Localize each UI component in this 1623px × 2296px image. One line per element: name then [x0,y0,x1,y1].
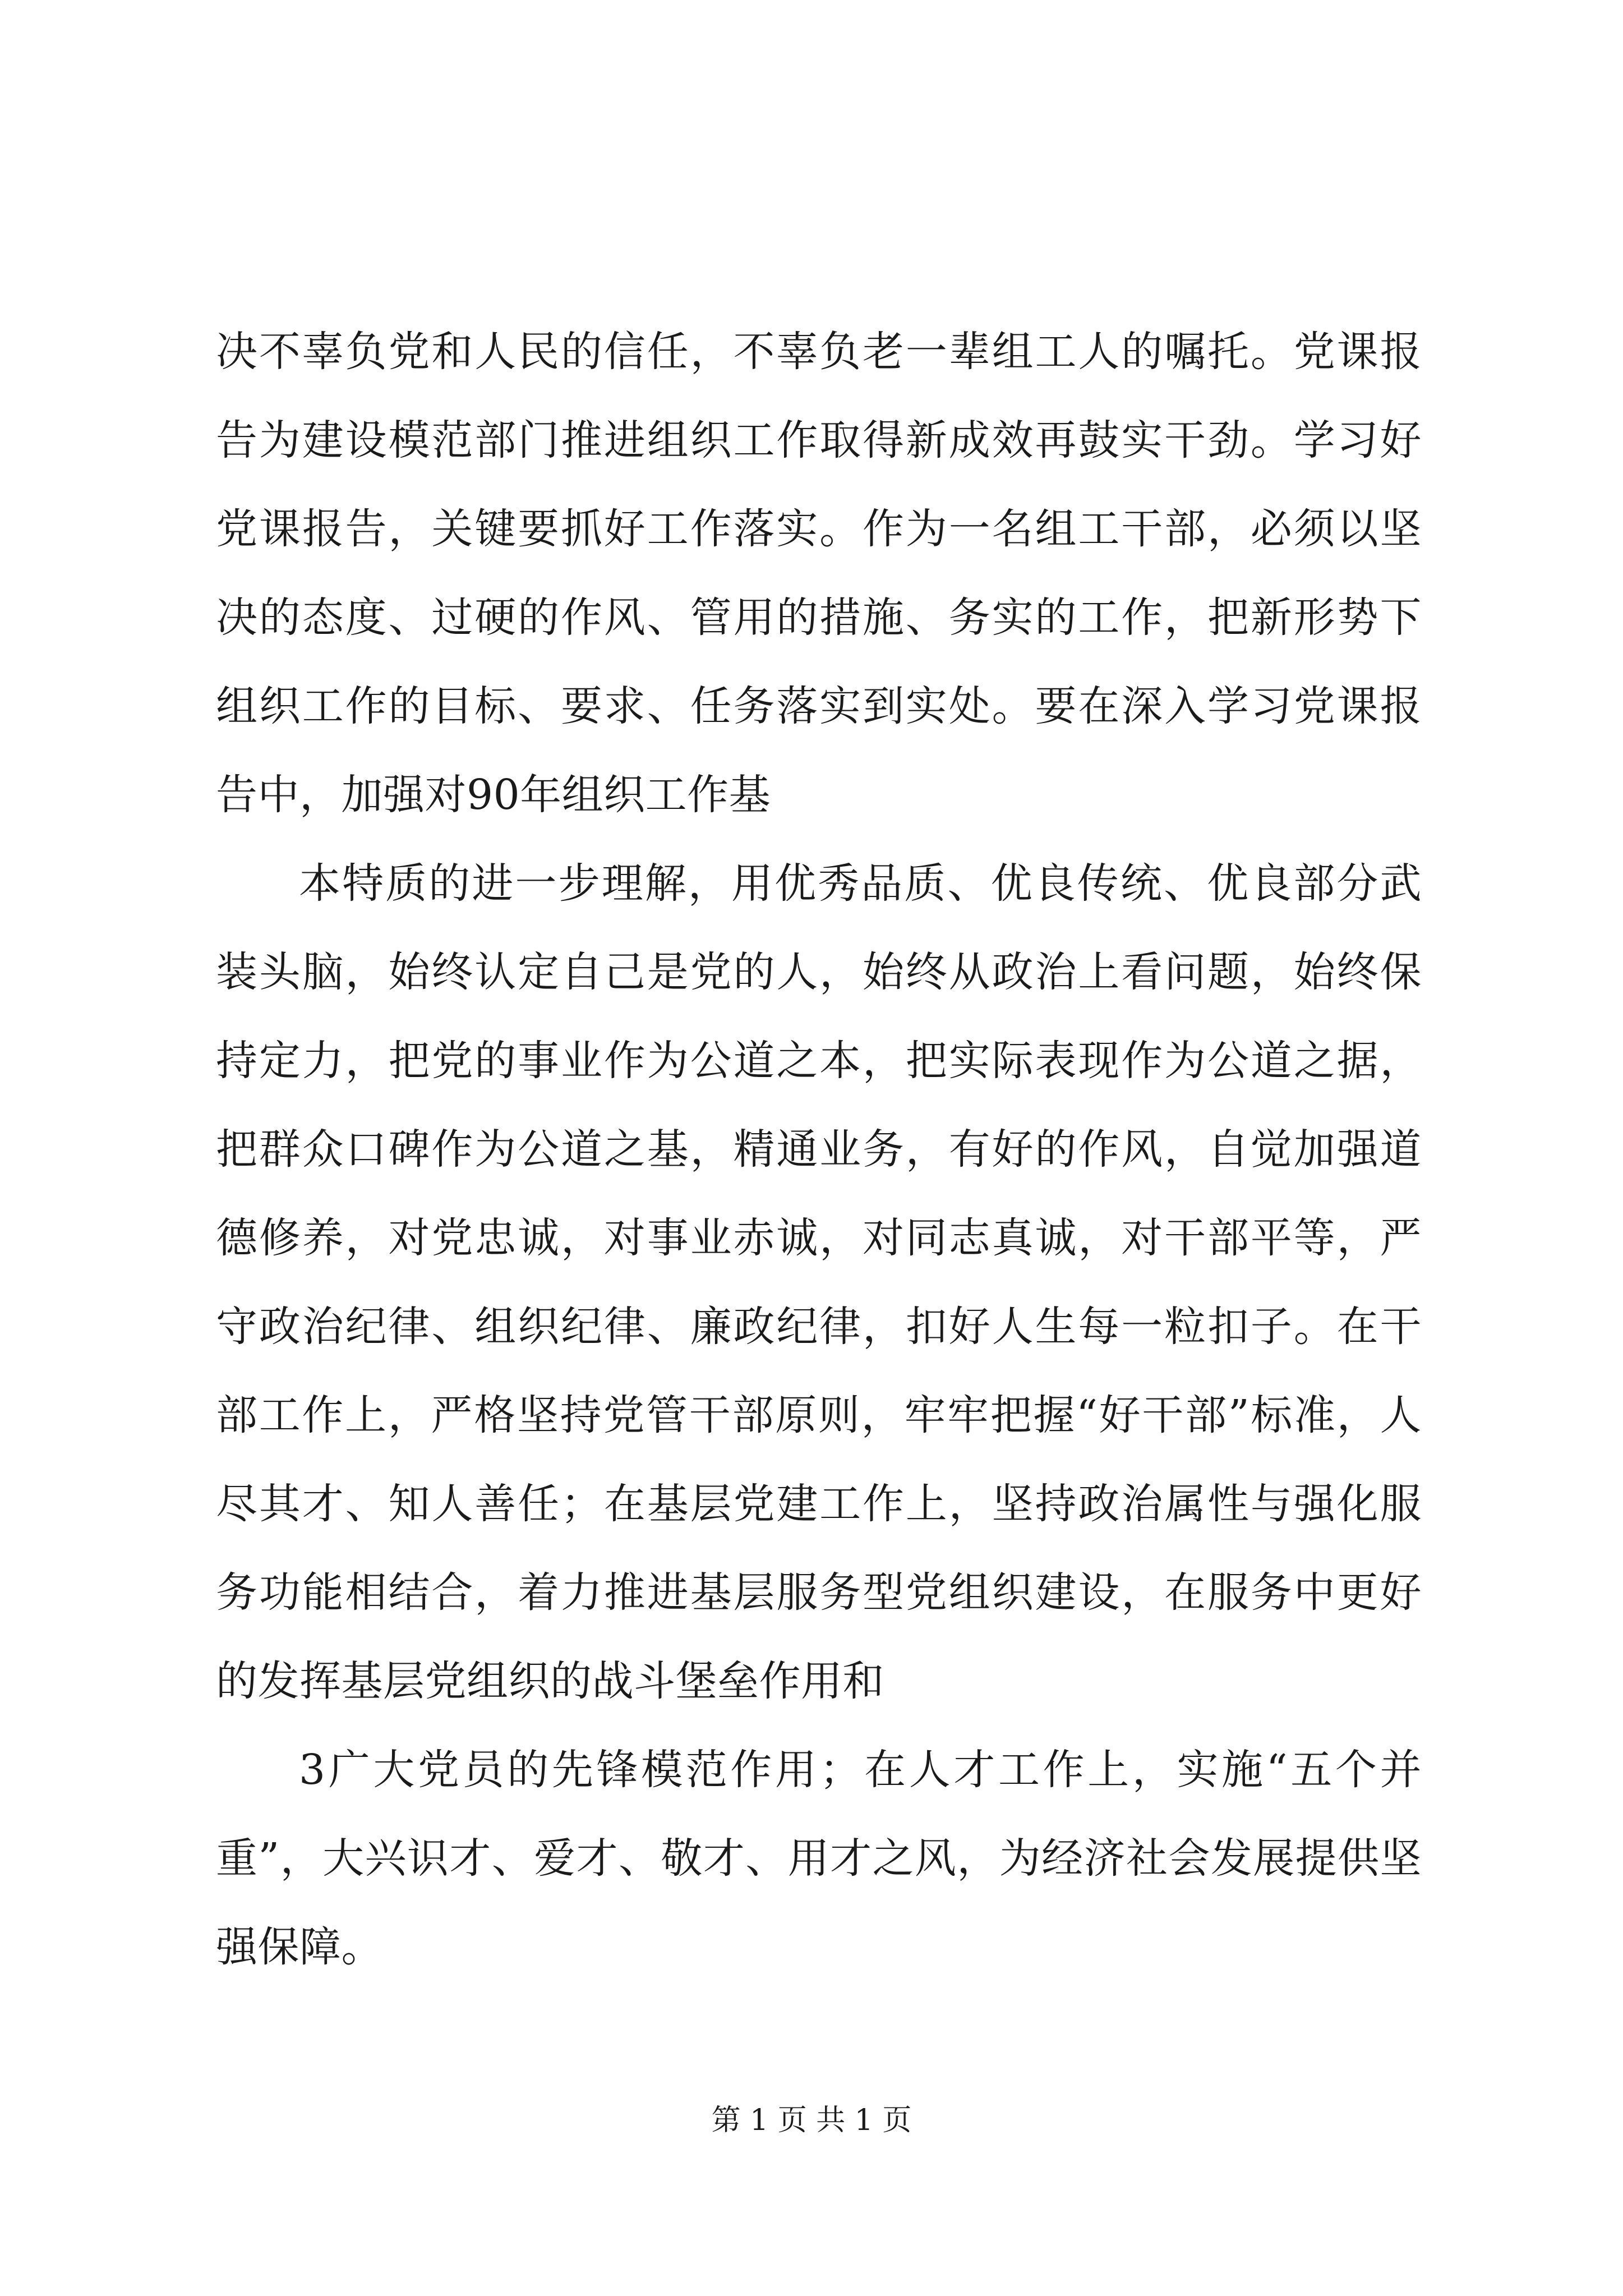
paragraph-1: 决不辜负党和人民的信任，不辜负老一辈组工人的嘱托。党课报告为建设模范部门推进组织工作取得新成效再鼓实干劲。学习好党课报告，关键要抓好工作落实。作为一名组工干部，必须以坚决的态度、过硬的作风、管用的措施、务实的工作，把新形势下组织工作的目标、要求、任务落实到实处。要在深入学习党课报告中，加强对90年组织工作基 [216,328,1422,819]
page-footer: 第 1 页 共 1 页 [711,2104,912,2137]
document-body [216,307,1422,1991]
paragraph-2: 本特质的进一步理解，用优秀品质、优良传统、优良部分武装头脑，始终认定自己是党的人，始终从政治上看问题，始终保持定力，把党的事业作为公道之本，把实际表现作为公道之据，把群众口碑作为公道之基，精通业务，有好的作风，自觉加强道德修养，对党忠诚，对事业赤诚，对同志真诚，对干部平等，严守政治纪律、组织纪律、廉政纪律，扣好人生每一粒扣子。在干部工作上，严格坚持党管干部原则，牢牢把握“好干部”标准，人尽其才、知人善任；在基层党建工作上，坚持政治属性与强化服务功能相结合，着力推进基层服务型党组织建设，在服务中更好的发挥基层党组织的战斗堡垒作用和 [216,859,1422,1705]
paragraph-3: 3广大党员的先锋模范作用；在人才工作上，实施“五个并重”，大兴识才、爱才、敬才、用才之风，为经济社会发展提供坚强保障。 [216,1746,1422,1971]
